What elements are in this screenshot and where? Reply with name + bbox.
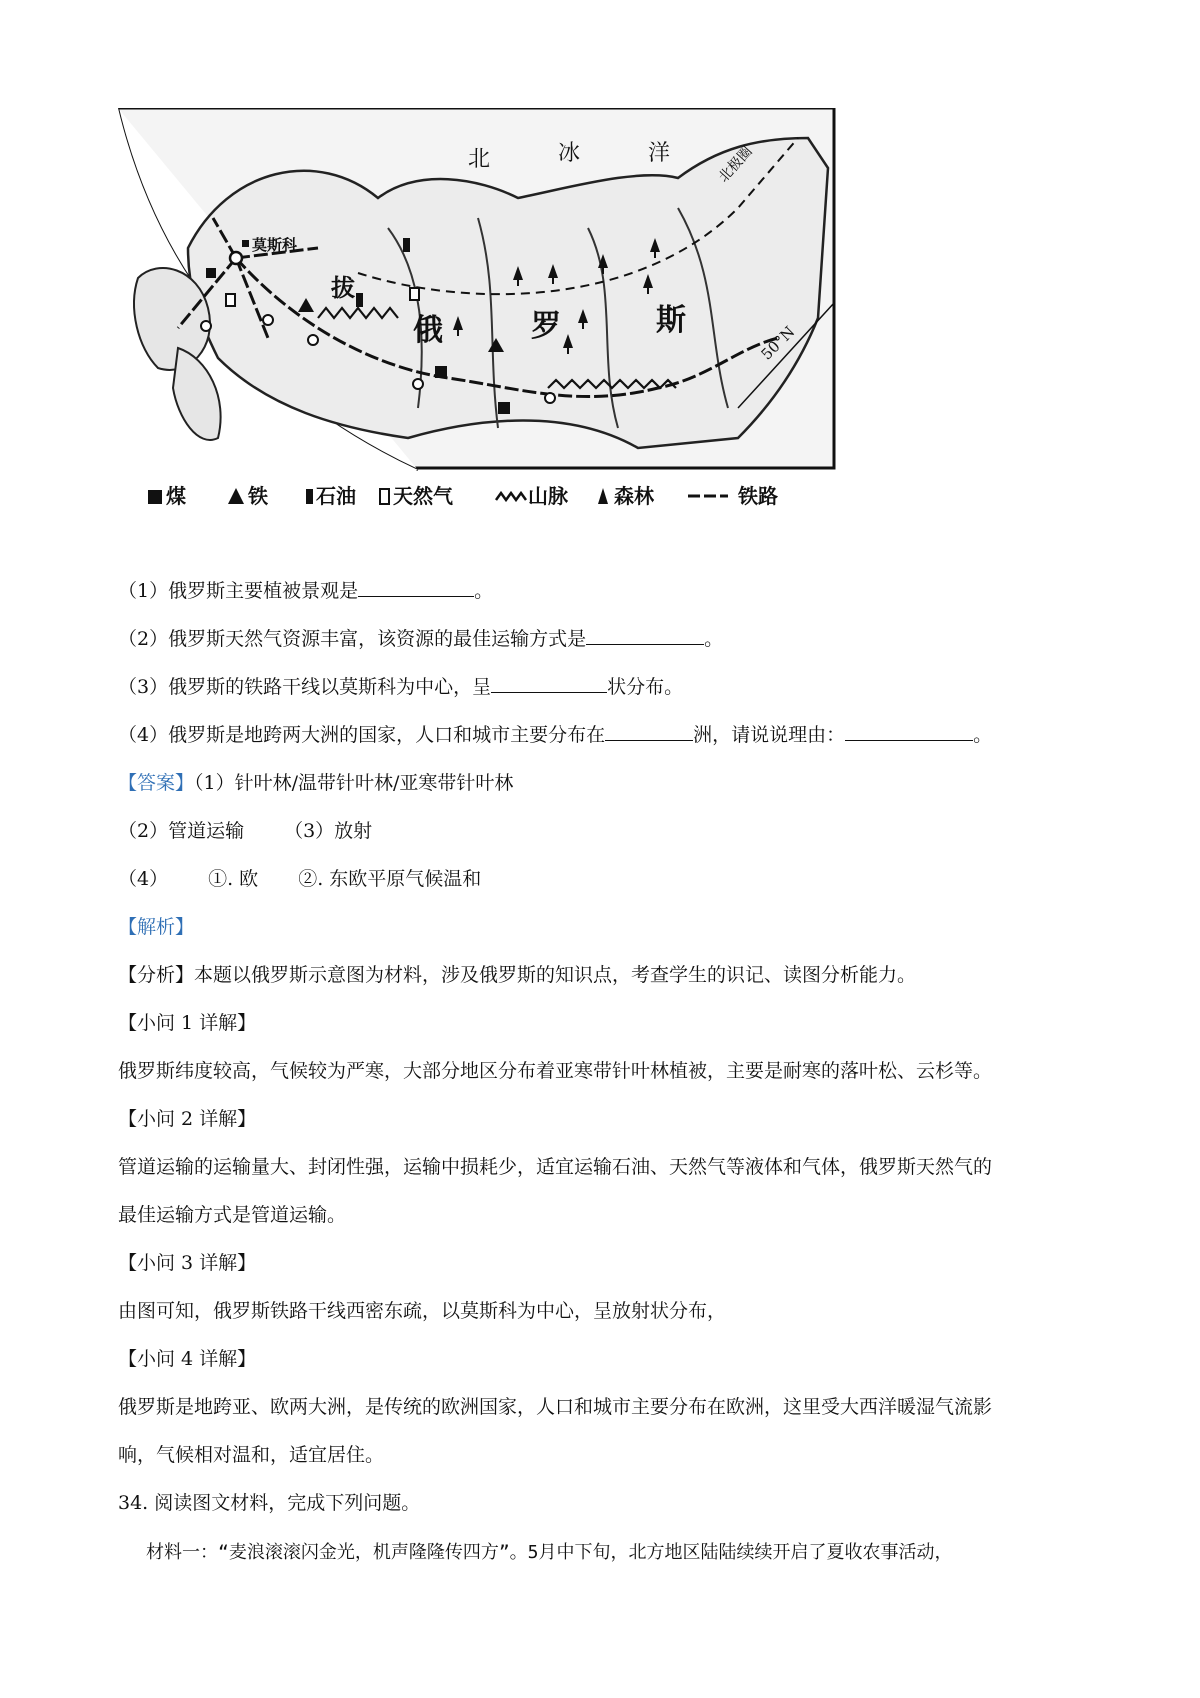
analysis-tag: 【解析】 — [118, 916, 195, 938]
sub-question-2-text-2: 最佳运输方式是管道运输。 — [118, 1204, 347, 1226]
coal-symbol — [206, 268, 216, 278]
legend-coal: 煤 — [166, 484, 186, 508]
country-label-2: 罗 — [531, 309, 561, 344]
coal-symbol — [435, 366, 447, 378]
sub-question-1-heading: 【小问 1 详解】 — [118, 1012, 257, 1034]
question-1: （1）俄罗斯主要植被景观是 。 — [118, 580, 494, 602]
answer-line-1: 【答案】（1）针叶林/温带针叶林/亚寒带针叶林 — [118, 772, 514, 794]
oil-symbol — [356, 293, 363, 307]
question-3: （3）俄罗斯的铁路干线以莫斯科为中心，呈 状分布。 — [118, 676, 684, 698]
moscow-marker — [230, 252, 242, 264]
legend-oil: 石油 — [316, 484, 356, 508]
sub-question-4-heading: 【小问 4 详解】 — [118, 1348, 257, 1370]
sub-question-3-heading: 【小问 3 详解】 — [118, 1252, 257, 1274]
answer-blank-4a — [605, 722, 693, 741]
legend-iron: 铁 — [248, 484, 268, 508]
answer-blank-1 — [358, 578, 474, 597]
arctic-ocean-label-2: 冰 — [558, 141, 581, 166]
coal-symbol — [498, 402, 510, 414]
question-34-title: 34. 阅读图文材料，完成下列问题。 — [118, 1492, 421, 1514]
sub-question-4-text-1: 俄罗斯是地跨亚、欧两大洲，是传统的欧洲国家，人口和城市主要分布在欧洲，这里受大西洋暖湿气流影 — [118, 1396, 993, 1418]
answer-blank-4b — [845, 722, 973, 741]
arctic-circle-label: 北极圈 — [715, 143, 756, 186]
question-4: （4）俄罗斯是地跨两大洲的国家，人口和城市主要分布在 洲，请说说理由： 。 — [118, 724, 993, 746]
sub-question-4-text-2: 响，气候相对温和，适宜居住。 — [118, 1444, 385, 1466]
answer-line-3: （4） ①. 欧 ②. 东欧平原气候温和 — [118, 868, 482, 890]
question-2: （2）俄罗斯天然气资源丰富，该资源的最佳运输方式是 。 — [118, 628, 724, 650]
answer-blank-3 — [491, 674, 607, 693]
oil-symbol — [403, 238, 410, 252]
sub-question-1-text: 俄罗斯纬度较高，气候较为严寒，大部分地区分布着亚寒带针叶林植被，主要是耐寒的落叶松、云杉等。 — [118, 1060, 993, 1082]
sub-question-3-text: 由图可知，俄罗斯铁路干线西密东疏，以莫斯科为中心，呈放射状分布， — [118, 1300, 727, 1322]
answer-line-2: （2）管道运输 （3）放射 — [118, 820, 373, 842]
sub-question-2-text-1: 管道运输的运输量大、封闭性强，运输中损耗少，适宜运输石油、天然气等液体和气体，俄罗斯天然气的 — [118, 1156, 993, 1178]
ural-label: 拔 — [331, 273, 355, 302]
legend-gas: 天然气 — [393, 484, 453, 508]
analysis-summary: 【分析】本题以俄罗斯示意图为材料，涉及俄罗斯的知识点，考查学生的识记、读图分析能力。 — [118, 964, 917, 986]
answer-tag: 【答案】 — [118, 772, 195, 794]
arctic-ocean-label-3: 洋 — [648, 141, 671, 166]
legend-forest: 森林 — [614, 484, 654, 508]
answer-blank-2 — [586, 626, 704, 645]
moscow-label: 莫斯科 — [252, 236, 298, 254]
gas-symbol — [410, 288, 419, 300]
question-34-material: 材料一：“麦浪滚滚闪金光，机声隆隆传四方”。5月中下旬，北方地区陆陆续续开启了夏收农事活动， — [146, 1542, 953, 1563]
country-label-1: 俄 — [413, 313, 443, 348]
legend-railway: 铁路 — [738, 484, 778, 508]
latitude-label: 50°N — [757, 322, 799, 364]
gas-symbol — [226, 294, 235, 306]
legend-mountain: 山脉 — [528, 484, 568, 508]
country-label-3: 斯 — [656, 303, 686, 338]
arctic-ocean-label-1: 北 — [468, 147, 491, 172]
sub-question-2-heading: 【小问 2 详解】 — [118, 1108, 257, 1130]
russia-map-figure — [118, 108, 918, 548]
